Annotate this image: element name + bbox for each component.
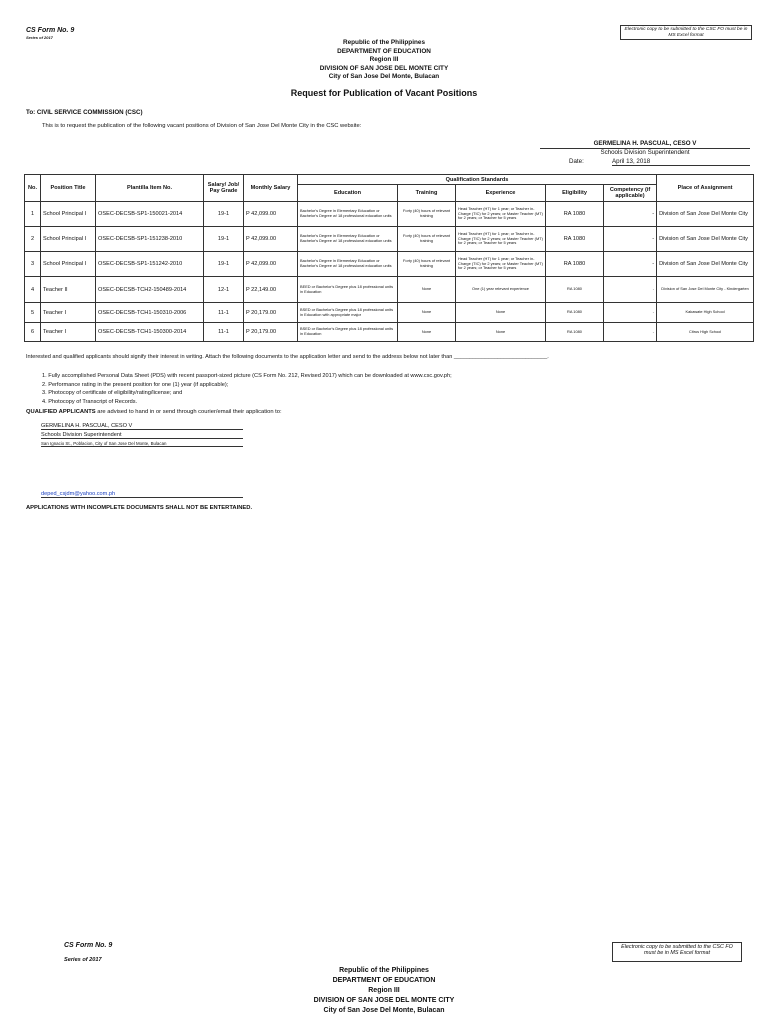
table-row xyxy=(25,303,754,323)
table-row xyxy=(25,277,754,303)
row-salary: P 22,149.00 xyxy=(244,277,298,303)
page-title: Request for Publication of Vacant Positions xyxy=(290,88,478,98)
form-series: Series of 2017 xyxy=(26,35,53,40)
row-grade: 12-1 xyxy=(204,277,244,303)
row-grade: 11-1 xyxy=(204,303,244,323)
row-competency: - xyxy=(604,323,657,342)
row-salary: P 20,179.00 xyxy=(244,323,298,342)
row-experience: None xyxy=(456,323,546,342)
header-department: DEPARTMENT OF EDUCATION xyxy=(337,47,431,55)
header-no: No. xyxy=(25,175,41,202)
row-item: OSEC-DECSB-TCH2-150489-2014 xyxy=(96,277,204,303)
row-training: None xyxy=(398,277,456,303)
row-item: OSEC-DECSB-SP1-151242-2010 xyxy=(96,252,204,277)
row-position: School Principal I xyxy=(41,252,96,277)
row-training: None xyxy=(398,303,456,323)
row-grade: 19-1 xyxy=(204,227,244,252)
row-eligibility: RA 1080 xyxy=(546,323,604,342)
row-place: Division of San Jose Del Monte City xyxy=(657,252,754,277)
row-eligibility: RA 1080 xyxy=(546,227,604,252)
header-salary-grade: Salary/ Job/ Pay Grade xyxy=(204,175,244,202)
header-place: Place of Assignment xyxy=(657,175,754,202)
row-place: Citrus High School xyxy=(657,323,754,342)
row-training: Forty (40) hours of relevant training xyxy=(398,227,456,252)
header-region: Region III xyxy=(368,987,400,994)
email-link[interactable]: deped_csjdm@yahoo.com.ph xyxy=(41,491,243,498)
header-republic: Republic of the Philippines xyxy=(339,967,429,974)
qualified-text: are advised to hand in or send through courier/email their application to: xyxy=(95,409,282,415)
row-experience: Head Teacher (HT) for 1 year; or Teacher in-Charge (TIC) for 2 years; or Master Teacher (MT) for 2 years; or Teacher for 5 years xyxy=(456,252,546,277)
row-competency: - xyxy=(604,227,657,252)
header-city: City of San Jose Del Monte, Bulacan xyxy=(328,73,440,81)
row-education: BSED or Bachelor's Degree plus 18 professional units in Education with appropriate major xyxy=(298,303,398,323)
header-experience: Experience xyxy=(456,185,546,202)
address-location: San Ignacio St., Poblacion, City of San Jose Del Monte, Bulacan xyxy=(41,441,243,447)
qualified-label: QUALIFIED APPLICANTS xyxy=(26,409,96,415)
row-place: Kakawate High School xyxy=(657,303,754,323)
row-eligibility: RA 1080 xyxy=(546,202,604,227)
row-no: 3 xyxy=(25,252,41,277)
row-experience: Head Teacher (HT) for 1 year; or Teacher in-Charge (TIC) for 2 years; or Master Teacher (MT) for 2 years; or Teacher for 5 years xyxy=(456,227,546,252)
form-number: CS Form No. 9 xyxy=(26,27,75,34)
row-no: 6 xyxy=(25,323,41,342)
address-name: GERMELINA H. PASCUAL, CESO V xyxy=(41,423,243,430)
header-position: Position Title xyxy=(41,175,96,202)
row-no: 1 xyxy=(25,202,41,227)
header-city: City of San Jose Del Monte, Bulacan xyxy=(323,1007,445,1014)
row-education: Bachelor's Degree in Elementary Education or Bachelor's Degree w/ 18 professional education units xyxy=(298,202,398,227)
row-salary: P 42,099.00 xyxy=(244,227,298,252)
header-education: Education xyxy=(298,185,398,202)
requirements-list xyxy=(42,372,452,406)
row-position: Teacher I xyxy=(41,303,96,323)
header-monthly-salary: Monthly Salary xyxy=(244,175,298,202)
row-education: Bachelor's Degree in Elementary Education or Bachelor's Degree w/ 18 professional education units xyxy=(298,227,398,252)
ecopy-note-bottom: Electronic copy to be submitted to the CSC FO must be in MS Excel format xyxy=(612,942,742,962)
row-position: Teacher II xyxy=(41,277,96,303)
header-department: DEPARTMENT OF EDUCATION xyxy=(332,977,436,984)
warning-text: APPLICATIONS WITH INCOMPLETE DOCUMENTS SHALL NOT BE ENTERTAINED. xyxy=(26,505,253,511)
row-experience: Head Teacher (HT) for 1 year; or Teacher in-Charge (TIC) for 2 years; or Master Teacher (MT) for 2 years; or Teacher for 5 years xyxy=(456,202,546,227)
row-eligibility: RA 1080 xyxy=(546,303,604,323)
row-education: BSED or Bachelor's Degree plus 18 professional units in Education xyxy=(298,323,398,342)
requirement-item: 3. Photocopy of certificate of eligibility/rating/license; and xyxy=(42,390,183,396)
header-republic: Republic of the Philippines xyxy=(342,39,426,46)
row-place: Division of San Jose Del Monte City xyxy=(657,227,754,252)
row-competency: - xyxy=(604,202,657,227)
row-eligibility: RA 1080 xyxy=(546,252,604,277)
table-row xyxy=(25,227,754,252)
row-training: Forty (40) hours of relevant training xyxy=(398,202,456,227)
row-place: Division of San Jose Del Monte City - Kindergarten xyxy=(657,277,754,303)
row-grade: 19-1 xyxy=(204,252,244,277)
row-no: 4 xyxy=(25,277,41,303)
letterhead-bottom xyxy=(0,966,768,1016)
row-salary: P 42,099.00 xyxy=(244,252,298,277)
signatory-name: GERMELINA H. PASCUAL, CESO V xyxy=(593,140,697,147)
row-item: OSEC-DECSB-TCH1-150310-2006 xyxy=(96,303,204,323)
addressee: To: CIVIL SERVICE COMMISSION (CSC) xyxy=(26,109,143,116)
header-eligibility: Eligibility xyxy=(546,185,604,202)
table-row xyxy=(25,252,754,277)
requirement-item: 1. Fully accomplished Personal Data Sheet (PDS) with recent passport-sized picture (CS Form No. 212, Revised 2017) which can be downloaded at www.csc.gov.ph; xyxy=(42,373,452,379)
instructions-text: Interested and qualified applicants should signify their interest in writing. Attach the following documents to the application letter and send to the address below not later than ______________________________. xyxy=(26,354,549,360)
vacancy-table xyxy=(24,174,754,342)
row-no: 5 xyxy=(25,303,41,323)
row-position: Teacher I xyxy=(41,323,96,342)
requirement-item: 2. Performance rating in the present position for one (1) year (if applicable); xyxy=(42,381,229,388)
row-eligibility: RA 1080 xyxy=(546,277,604,303)
row-competency: - xyxy=(604,277,657,303)
row-position: School Principal I xyxy=(41,227,96,252)
date-value: April 13, 2018 xyxy=(612,158,750,166)
row-experience: One (1) year relevant experience xyxy=(456,277,546,303)
row-salary: P 42,099.00 xyxy=(244,202,298,227)
requirement-item: 4. Photocopy of Transcript of Records. xyxy=(42,398,138,405)
header-competency: Competency (if applicable) xyxy=(604,185,657,202)
row-experience: None xyxy=(456,303,546,323)
intro-text: This is to request the publication of the following vacant positions of Division of San Jose Del Monte City in the CSC website: xyxy=(42,123,362,129)
row-training: Forty (40) hours of relevant training xyxy=(398,252,456,277)
row-position: School Principal I xyxy=(41,202,96,227)
header-plantilla: Plantilla Item No. xyxy=(96,175,204,202)
row-grade: 11-1 xyxy=(204,323,244,342)
signatory-title: Schools Division Superintendent xyxy=(600,149,690,156)
address-title: Schools Division Superintendent xyxy=(41,432,243,439)
row-education: BEED or Bachelor's Degree plus 18 professional units in Education xyxy=(298,277,398,303)
header-division: DIVISION OF SAN JOSE DEL MONTE CITY xyxy=(319,64,449,72)
row-competency: - xyxy=(604,252,657,277)
table-row xyxy=(25,202,754,227)
header-region: Region III xyxy=(369,56,399,64)
header-qualification-standards: Qualification Standards xyxy=(298,175,657,185)
date-label: Date: xyxy=(569,158,584,165)
row-item: OSEC-DECSB-SP1-151238-2010 xyxy=(96,227,204,252)
row-place: Division of San Jose Del Monte City xyxy=(657,202,754,227)
ecopy-note: Electronic copy to be submitted to the CSC FO must be in MS Excel format xyxy=(620,25,752,40)
row-item: OSEC-DECSB-TCH1-150300-2014 xyxy=(96,323,204,342)
form-number-bottom: CS Form No. 9 xyxy=(64,942,113,949)
table-row xyxy=(25,323,754,342)
form-series-bottom: Series of 2017 xyxy=(64,957,102,963)
row-item: OSEC-DECSB-SP1-150021-2014 xyxy=(96,202,204,227)
header-division: DIVISION OF SAN JOSE DEL MONTE CITY xyxy=(313,997,455,1004)
qualified-applicants-note xyxy=(26,409,282,415)
row-education: Bachelor's Degree in Elementary Education or Bachelor's Degree w/ 18 professional education units xyxy=(298,252,398,277)
row-competency: - xyxy=(604,303,657,323)
row-salary: P 20,179.00 xyxy=(244,303,298,323)
row-grade: 19-1 xyxy=(204,202,244,227)
letterhead xyxy=(0,39,768,82)
header-training: Training xyxy=(398,185,456,202)
row-no: 2 xyxy=(25,227,41,252)
row-training: None xyxy=(398,323,456,342)
